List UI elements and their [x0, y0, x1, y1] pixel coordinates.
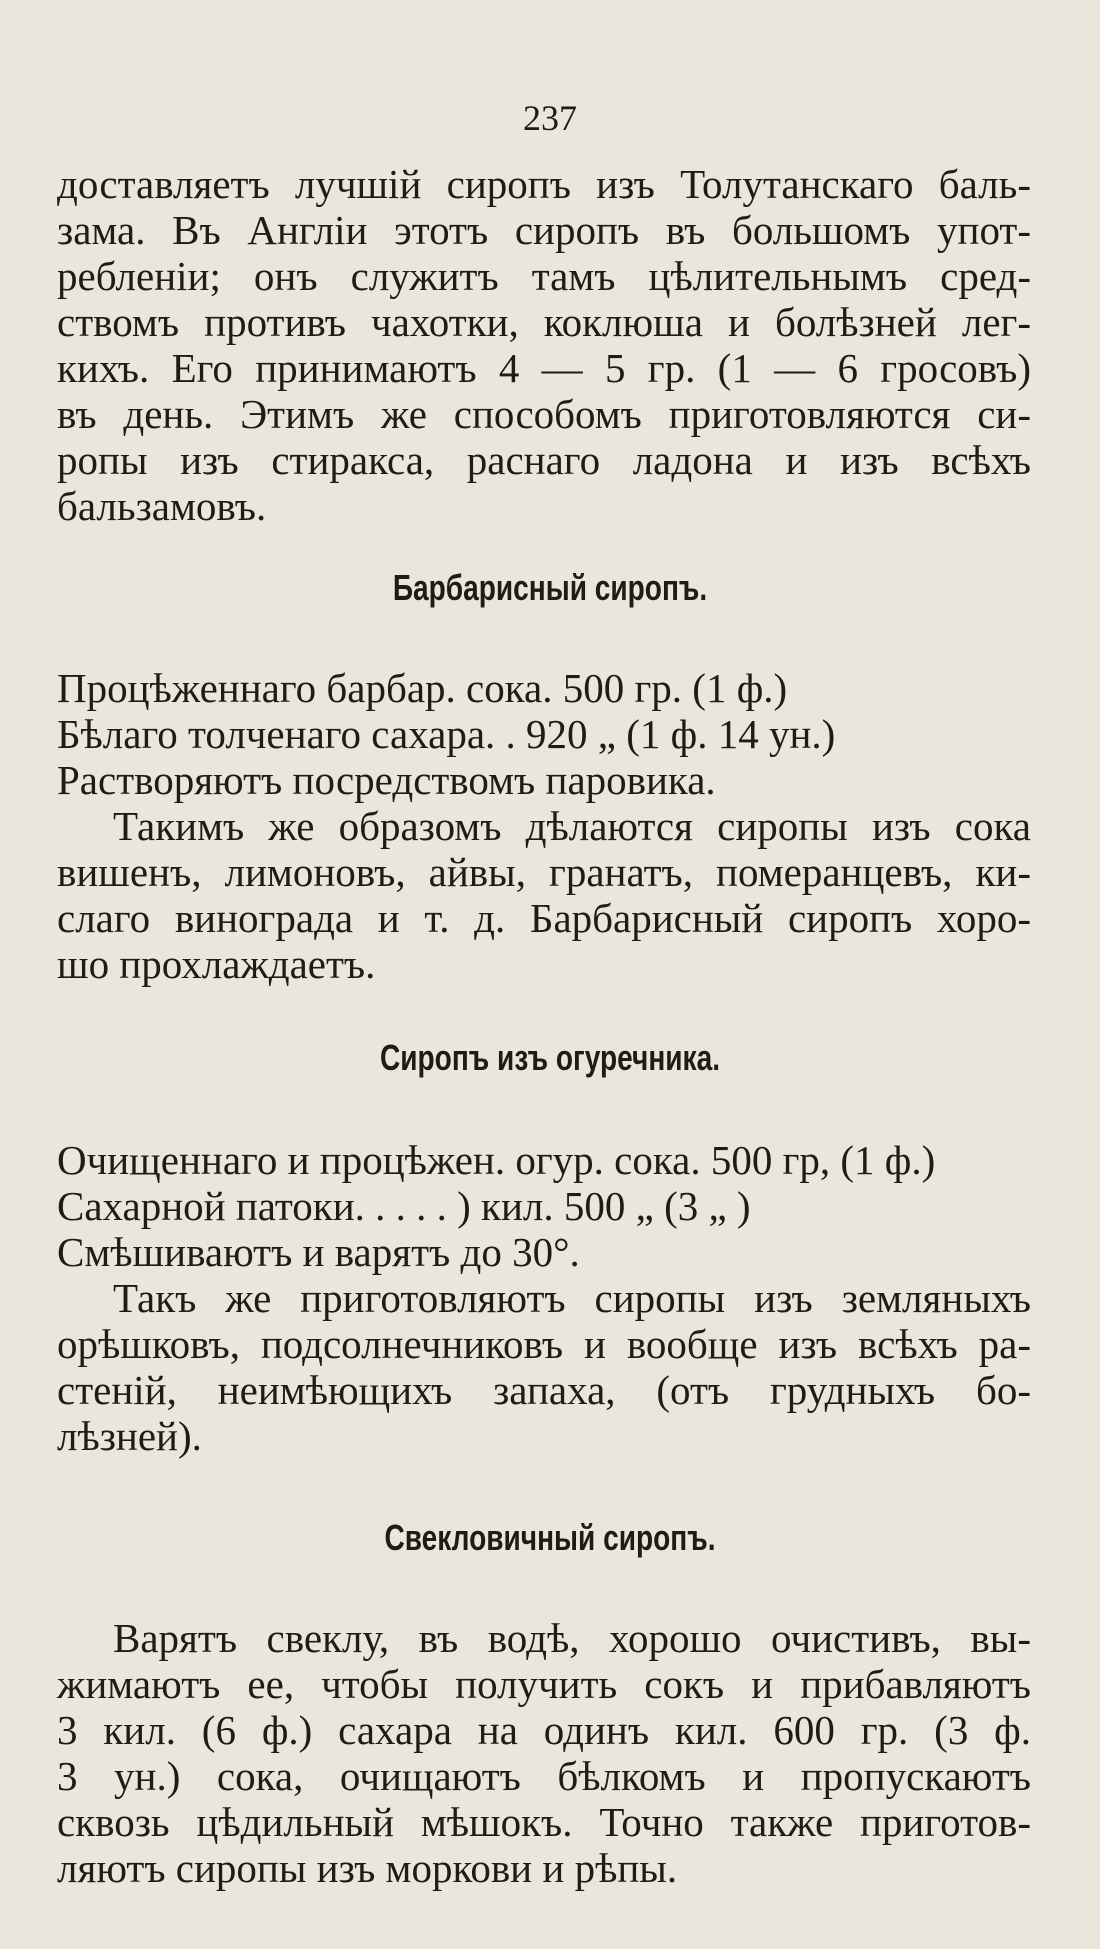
page-number: 237 [523, 98, 577, 138]
text-line: зама. Въ Англіи этотъ сиропъ въ большомъ упот- [57, 207, 1031, 253]
recipe-line: Процѣженнаго барбар. сока. 500 гр. (1 ф.) [57, 665, 788, 711]
text-line: ребленіи; онъ служитъ тамъ цѣлительнымъ сред- [57, 253, 1031, 299]
text-line: Растворяютъ посредствомъ паровика. [57, 757, 716, 803]
section-heading: Свекловичный сиропъ. [384, 1517, 716, 1558]
section-heading: Сиропъ изъ огуречника. [379, 1037, 721, 1078]
text-line: ляютъ сиропы изъ моркови и рѣпы. [57, 1845, 678, 1891]
recipe-line: Сахарной патоки. . . . . ) кил. 500 „ (3 „ ) [57, 1183, 751, 1229]
text-line: вишенъ, лимоновъ, айвы, гранатъ, померанцевъ, ки- [57, 849, 1031, 895]
text-line: ропы изъ стиракса, раснаго ладона и изъ всѣхъ [57, 437, 1031, 483]
text-line: въ день. Этимъ же способомъ приготовляются си- [57, 391, 1031, 437]
text-line: слаго винограда и т. д. Барбарисный сиропъ хоро- [57, 895, 1031, 941]
text-line: орѣшковъ, подсолнечниковъ и вообще изъ всѣхъ ра- [57, 1321, 1031, 1367]
text-line: лѣзней). [57, 1413, 202, 1459]
text-line: 3 кил. (6 ф.) сахара на одинъ кил. 600 гр. (3 ф. [57, 1707, 1031, 1753]
text-line: шо прохлаждаетъ. [57, 941, 376, 987]
text-line: жимаютъ ее, чтобы получить сокъ и прибавляютъ [57, 1661, 1031, 1707]
text-line: сквозь цѣдильный мѣшокъ. Точно также приготов- [57, 1799, 1031, 1845]
recipe-line: Очищеннаго и процѣжен. огур. сока. 500 гр, (1 ф.) [57, 1137, 936, 1183]
text-line: стеній, неимѣющихъ запаха, (отъ грудныхъ бо- [57, 1367, 1031, 1413]
text-line: Смѣшиваютъ и варятъ до 30°. [57, 1229, 580, 1275]
text-line: кихъ. Его принимаютъ 4 — 5 гр. (1 — 6 гросовъ) [57, 345, 1031, 391]
text-line: 3 ун.) сока, очищаютъ бѣлкомъ и пропускаютъ [57, 1753, 1031, 1799]
text-line: Варятъ свеклу, въ водѣ, хорошо очистивъ, вы- [113, 1615, 1031, 1661]
text-line: ствомъ противъ чахотки, коклюша и болѣзней лег- [57, 299, 1031, 345]
text-line: доставляетъ лучшій сиропъ изъ Толутанскаго баль- [57, 161, 1031, 207]
section-heading: Барбарисный сиропъ. [392, 567, 708, 608]
recipe-line: Бѣлаго толченаго сахара. . 920 „ (1 ф. 14 ун.) [57, 711, 836, 757]
text-line: бальзамовъ. [57, 483, 267, 529]
text-line: Такимъ же образомъ дѣлаются сиропы изъ сока [113, 803, 1031, 849]
text-line: Такъ же приготовляютъ сиропы изъ земляныхъ [113, 1275, 1031, 1321]
